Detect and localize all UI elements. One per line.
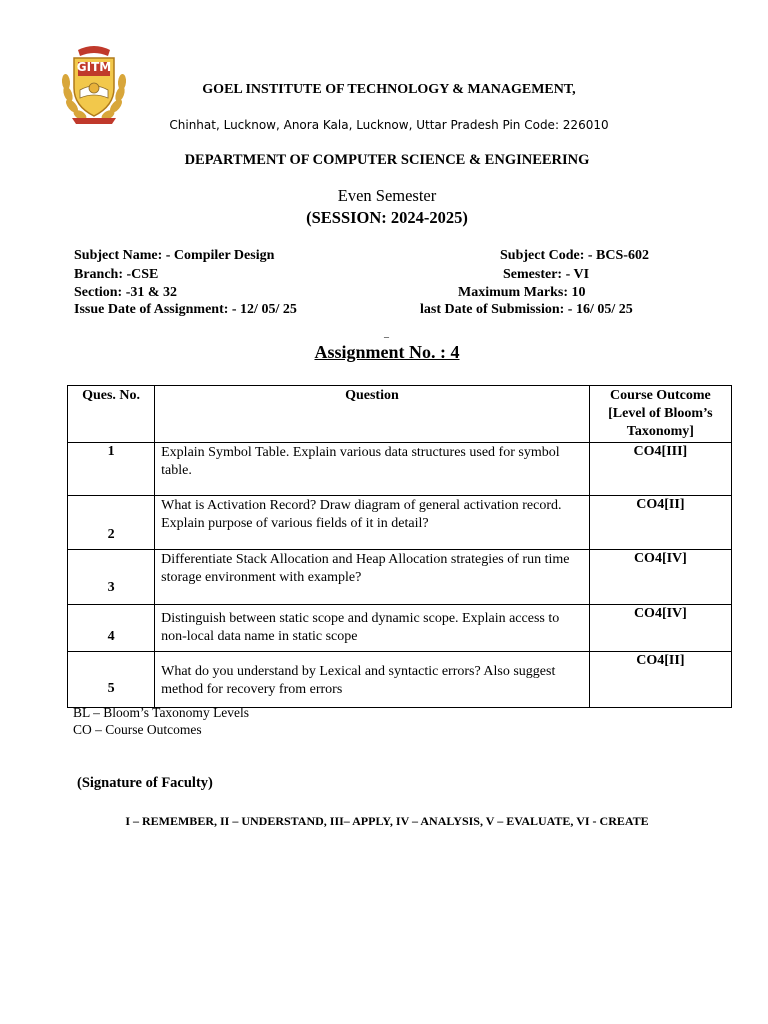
assignment-title: Assignment No. : 4 (314, 342, 460, 362)
institute-name: GOEL INSTITUTE OF TECHNOLOGY & MANAGEMENT, (202, 82, 576, 97)
table-row (68, 550, 732, 605)
legend-bl: BL – Bloom’s Taxonomy Levels (73, 705, 250, 720)
question-number: 4 (68, 605, 155, 652)
table-row (68, 496, 732, 550)
question-text: What is Activation Record? Draw diagram of general activation record. Explain purpose of various fields of it in detail? (155, 496, 590, 550)
course-outcome: CO4[IV] (589, 605, 731, 652)
semester-label: Even Semester (337, 186, 437, 205)
table-row (68, 443, 732, 496)
question-text: What do you understand by Lexical and syntactic errors? Also suggest method for recovery from errors (155, 652, 590, 708)
maximum-marks: Maximum Marks: 10 (458, 285, 586, 300)
faculty-signature: (Signature of Faculty) (77, 775, 213, 791)
header-course-outcome (589, 386, 731, 443)
subject-code: Subject Code: - BCS-602 (500, 248, 649, 263)
department-name: DEPARTMENT OF COMPUTER SCIENCE & ENGINEERING (184, 152, 590, 168)
submission-date: last Date of Submission: - 16/ 05/ 25 (420, 302, 633, 317)
header-question: Question (155, 386, 590, 443)
stray-mark: _ (384, 328, 389, 339)
question-number: 3 (68, 550, 155, 605)
header-co-line2: [Level of Bloom’s (608, 406, 713, 421)
question-number: 5 (68, 652, 155, 708)
table-row (68, 652, 732, 708)
question-text: Explain Symbol Table. Explain various data structures used for symbol table. (155, 443, 590, 496)
header-ques-no: Ques. No. (68, 386, 155, 443)
question-number: 1 (68, 443, 155, 496)
section: Section: -31 & 32 (74, 285, 178, 300)
logo-text: GITM (76, 60, 112, 74)
institute-address: Chinhat, Lucknow, Anora Kala, Lucknow, Uttar Pradesh Pin Code: 226010 (169, 118, 609, 132)
table-header-row (68, 386, 732, 443)
branch: Branch: -CSE (74, 267, 159, 282)
course-outcome: CO4[II] (589, 652, 731, 708)
question-number: 2 (68, 496, 155, 550)
table-row (68, 605, 732, 652)
subject-name: Subject Name: - Compiler Design (74, 248, 275, 263)
header-co-line1: Course Outcome (610, 388, 711, 403)
course-outcome: CO4[IV] (589, 550, 731, 605)
course-outcome: CO4[III] (589, 443, 731, 496)
questions-table (67, 385, 732, 708)
issue-date: Issue Date of Assignment: - 12/ 05/ 25 (74, 302, 297, 317)
semester-info: Semester: - VI (503, 267, 590, 282)
legend-co: CO – Course Outcomes (73, 722, 202, 737)
question-text: Distinguish between static scope and dynamic scope. Explain access to non-local data name in static scope (155, 605, 590, 652)
question-text: Differentiate Stack Allocation and Heap Allocation strategies of run time storage environment with example? (155, 550, 590, 605)
session-label: (SESSION: 2024-2025) (306, 208, 468, 227)
header-co-line3: Taxonomy] (626, 424, 694, 439)
blooms-levels: I – REMEMBER, II – UNDERSTAND, III– APPLY, IV – ANALYSIS, V – EVALUATE, VI - CREATE (125, 814, 649, 828)
course-outcome: CO4[II] (589, 496, 731, 550)
